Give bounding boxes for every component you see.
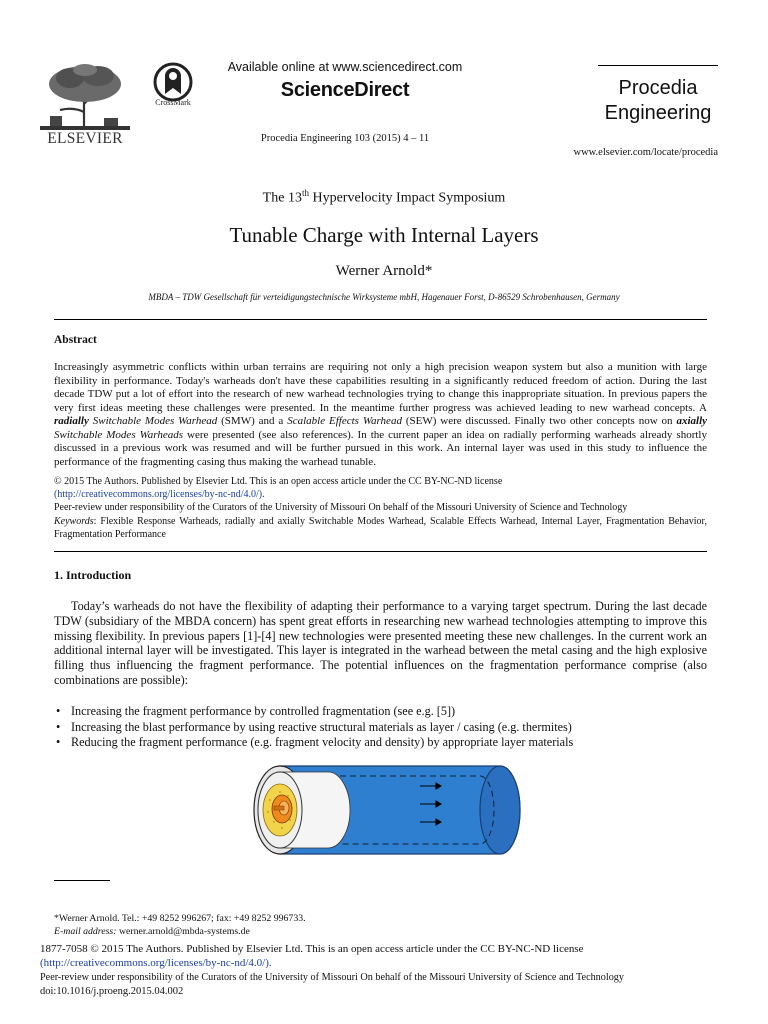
journal-citation: Procedia Engineering 103 (2015) 4 – 11 — [260, 133, 430, 144]
journal-title-line2: Engineering — [604, 102, 712, 124]
journal-url[interactable]: www.elsevier.com/locate/procedia — [573, 147, 718, 158]
symposium-sup: th — [301, 188, 309, 198]
abstract-text-4: were presented (see also references). In the current paper an idea on radially performing warheads already shortly discussed in a previous work was resumed and will be further pursued in this work. An internal layer was used in this study to influence the performance of the fragmenting casing thus making the warhead tunable. — [54, 428, 707, 468]
footer-peer-review: Peer-review under responsibility of the Curators of the University of Missouri On behalf of the Missouri University of Science and Technology — [40, 972, 624, 983]
intro-bullet-list — [54, 704, 714, 751]
footnote-rule — [54, 880, 110, 881]
crossmark-label: CrossMark — [155, 98, 191, 107]
elsevier-logo — [40, 62, 130, 146]
sciencedirect-logo: ScienceDirect — [280, 79, 410, 101]
abstract-heading: Abstract — [54, 334, 97, 346]
warhead-figure — [240, 762, 530, 858]
footnote-email-label: E-mail address: — [54, 926, 117, 937]
core-pin — [274, 806, 284, 810]
abstract-peer-review: Peer-review under responsibility of the Curators of the University of Missouri On behalf of the Missouri University of Science and Technology — [54, 502, 628, 513]
bullet-item: • Increasing the blast performance by using reactive structural materials as layer / casing (e.g. thermites) — [54, 720, 714, 736]
elsevier-tree-icon — [40, 62, 130, 130]
journal-title-line1: Procedia — [618, 77, 698, 99]
intro-text: Today’s warheads do not have the flexibility of adapting their performance to a varying target spectrum. During the last decade TDW (subsidiary of the MBDA concern) has spent great efforts in researching new warhead technologies attempting to improve this missing flexibility. In previous papers [1]-[4] new technologies were presented meeting these new challenges. In the current work an additional internal layer will be investigated. This layer is integrated in the warhead between the metal casing and the high explosive filling thus influencing the fragment performance. The potential influences on the fragmentation performance comprise (also combinations are possible): — [54, 599, 707, 687]
available-online: Available online at www.sciencedirect.com — [227, 60, 463, 74]
affiliation: MBDA – TDW Gesellschaft für verteidigungstechnische Wirksysteme mbH, Hagenauer Forst, D-86529 Schrobenhausen, Germany — [148, 292, 620, 302]
paper-title: Tunable Charge with Internal Layers — [229, 223, 539, 247]
footer-copyright: 1877-7058 © 2015 The Authors. Published by Elsevier Ltd. This is an open access article under the CC BY-NC-ND license — [40, 943, 584, 955]
bullet-item: • Reducing the fragment performance (e.g. fragment velocity and density) by appropriate layer materials — [54, 735, 714, 751]
footnote-email-line — [54, 925, 714, 938]
crossmark-icon — [153, 62, 193, 102]
symposium-pre: The 13 — [262, 190, 302, 206]
symposium-post: Hypervelocity Impact Symposium — [308, 190, 506, 206]
keywords — [54, 515, 707, 541]
abstract-smw2: Switchable Modes Warheads — [54, 428, 183, 441]
intro-paragraph — [54, 599, 707, 688]
symposium-line — [0, 188, 768, 207]
abstract-sew: Scalable Effects Warhead — [287, 415, 402, 427]
keywords-list: : Flexible Response Warheads, radially and axially Switchable Modes Warhead, Scalable Effects Warhead, Internal Layer, Fragmentation Behavior, Fragmentation Performance — [54, 516, 707, 540]
footer-license-link[interactable]: (http://creativecommons.org/licenses/by-nc-nd/4.0/). — [40, 957, 272, 969]
abstract-license-link[interactable]: (http://creativecommons.org/licenses/by-nc-nd/4.0/). — [54, 489, 265, 500]
abstract-text-2: (SMW) and a — [217, 415, 288, 427]
footnote-contact: *Werner Arnold. Tel.: +49 8252 996267; fax: +49 8252 996733. — [54, 913, 306, 924]
abstract-copyright: © 2015 The Authors. Published by Elsevier Ltd. This is an open access article under the CC BY-NC-ND license — [54, 476, 503, 487]
abstract-text-3: (SEW) were discussed. Finally two other concepts now on — [401, 415, 677, 427]
abstract-radially: radially — [54, 415, 89, 427]
author: Werner Arnold* — [335, 263, 433, 279]
footnote-email[interactable]: werner.arnold@mbda-systems.de — [116, 926, 250, 937]
abstract-smw: Switchable Modes Warhead — [88, 415, 218, 427]
crossmark-badge[interactable] — [150, 62, 196, 110]
publisher-name: ELSEVIER — [47, 130, 123, 147]
keywords-label: Keywords — [54, 516, 94, 527]
bullet-item: • Increasing the fragment performance by controlled fragmentation (see e.g. [5]) — [54, 704, 714, 720]
abstract-top-rule — [54, 319, 707, 320]
abstract-axially: axially — [676, 415, 708, 427]
abstract-text-1: Increasingly asymmetric conflicts within urban terrains are requiring not only a high precision weapon system but also a munition with large flexibility in performance. Today's warheads don't have these capabilities resulting in a significantly reduced freedom of action. During the last decade TDW put a lot of effort into the research of new warhead technologies trying to change this inappropriate situation. In previous papers the very first ideas meeting these challenges were presented. In the meantime further progress was achieved leading to new warhead concepts. A — [54, 361, 707, 414]
intro-heading: 1. Introduction — [54, 568, 132, 582]
abstract-body — [54, 361, 707, 469]
journal-box-top-rule — [598, 65, 718, 66]
abstract-bottom-rule — [54, 551, 707, 552]
footer-doi[interactable]: doi:10.1016/j.proeng.2015.04.002 — [40, 986, 184, 997]
